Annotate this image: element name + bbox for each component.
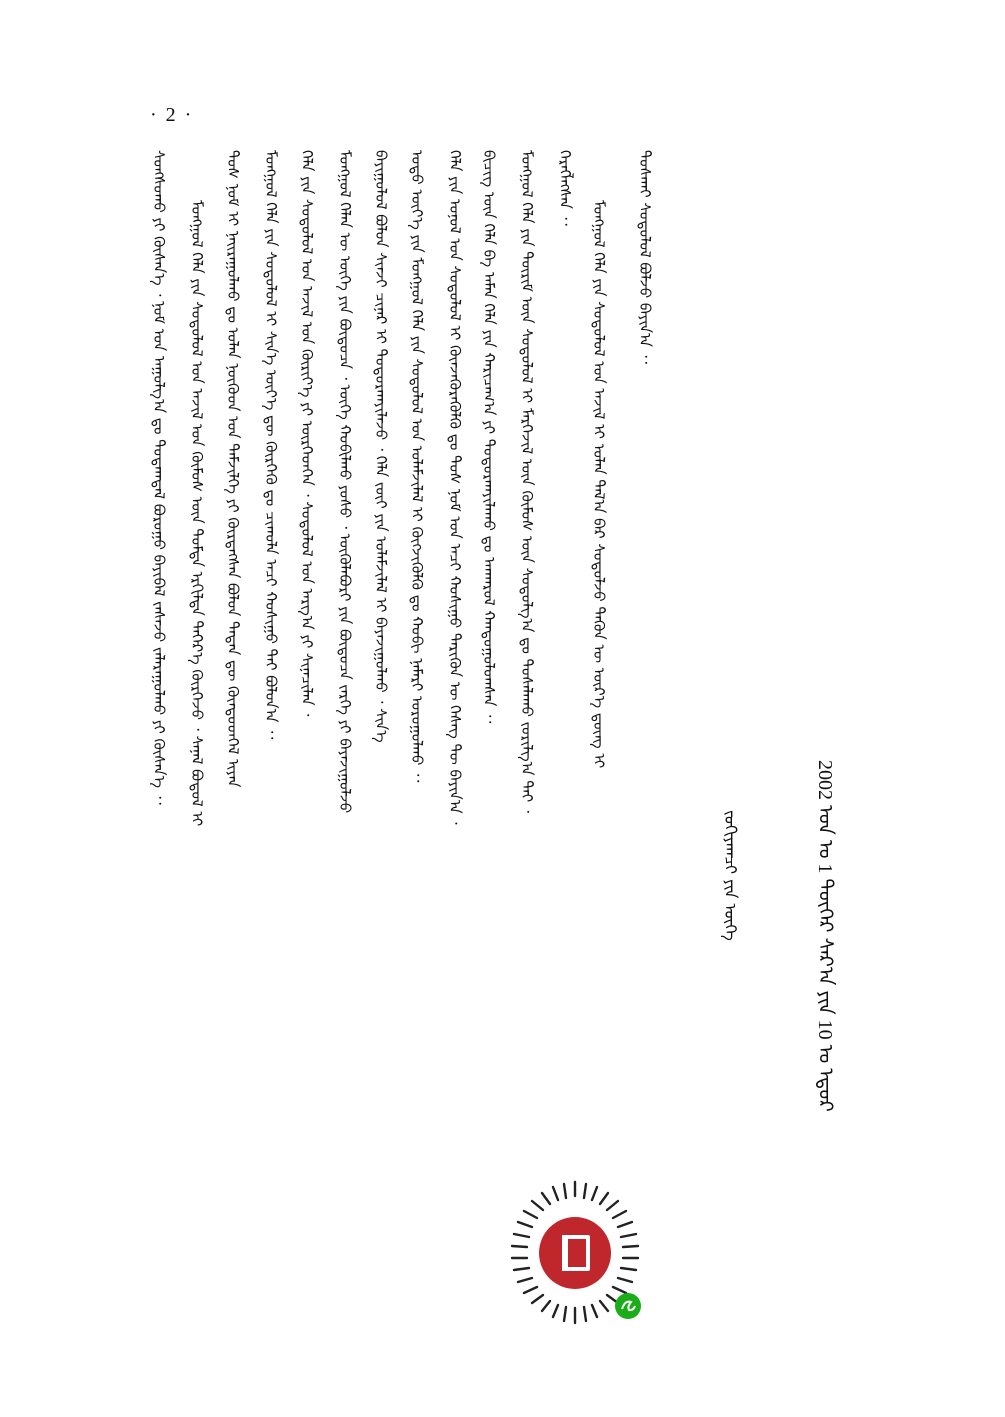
page-number: · 2 · — [150, 104, 194, 126]
text-column: ᠬᠡᠯᠡ ᠶᠢᠨ ᠣᠨᠣᠯ ᠤᠨ ᠰᠤᠳᠤᠯᠤᠯ ᠢ ᠭᠦᠨᠵᠡᠭᠦᠷᠡᠭᠦᠯᠬᠦ ᠳᠤ ᠲᠤᠰ ᠨᠣᠮ ᠤᠨ ᠠᠴᠢ ᠬᠣᠰᠢᠭᠤ ᠲᠡᠷᠢᠭᠦᠨ ᠦ ᠬᠡᠰᠡᠭ ᠲᠦ ᠪᠠᠶᠢᠨ᠎ᠠ ᠂ — [446, 150, 464, 825]
text-column: ᠮᠣᠩᠭᠣᠯ ᠬᠡᠯᠡ ᠶᠢᠨ ᠰᠤᠳᠤᠯᠤᠯ ᠢ ᠰᠢᠨ᠎ᠡ ᠦᠶ᠎ᠡ ᠳᠦ ᠬᠦᠷᠭᠡᠬᠦ ᠳᠤ ᠴᠢᠬᠤᠯᠠ ᠠᠴᠢ ᠬᠣᠰᠢᠭᠤ ᠲᠠᠢ ᠪᠣᠯᠤᠨ᠎ᠠ ᠂᠂ — [262, 150, 280, 740]
text-column: ᠰᠣᠩᠰᠣᠬᠤ ᠶᠢ ᠬᠦᠰᠡᠨ᠎ᠡ ᠂ ᠨᠣᠮ ᠤᠨ ᠠᠭᠤᠯᠭ᠎ᠠ ᠳᠤ ᠳᠤᠲᠠᠭᠳᠠᠯ ᠪᠤᠷᠤᠭᠤ ᠪᠠᠶᠢᠪᠠᠯ ᠵᠠᠰᠠᠵᠤ ᠵᠠᠯᠠᠷᠠᠭᠤᠯᠬᠤ ᠶᠢ ᠬᠦᠰᠡᠨ᠎ᠡ ᠂᠂ — [150, 150, 168, 805]
signature: ᠵᠣᠬᠢᠶᠠᠭᠴᠢ ᠶᠢᠨ ᠦᠭᠡ — [721, 810, 740, 941]
text-column: ᠣᠳᠣ ᠦᠶ᠎ᠡ ᠶᠢᠨ ᠮᠣᠩᠭᠣᠯ ᠬᠡᠯᠡ ᠶᠢᠨ ᠰᠤᠳᠤᠯᠤᠯ ᠤᠨ ᠤᠯᠠᠮᠵᠢᠯᠠᠯ ᠢ ᠬᠦᠭᠵᠢᠭᠦᠯᠬᠦ ᠳᠤ ᠬᠤᠪᠢ ᠨᠡᠮᠡᠷᠢ ᠣᠷᠣᠭᠤᠯᠬᠤ ᠂᠂ — [408, 150, 426, 783]
text-column: ᠲᠤᠰ ᠨᠣᠮ ᠢ ᠨᠠᠢᠷᠠᠭᠤᠯᠬᠤ ᠳᠤ ᠣᠯᠠᠨ ᠨᠥᠬᠥᠳ ᠤᠨ ᠳᠡᠮᠵᠢᠯᠭᠡ ᠶᠢ ᠬᠦᠷᠲᠡᠭᠰᠡᠨ ᠪᠣᠯᠤᠨ ᠲᠡᠳᠡᠨ ᠳᠦ ᠬᠦᠨᠳᠦᠳᠬᠡᠯ ᠢᠶᠡᠨ — [224, 150, 242, 788]
text-column: ᠮᠣᠩᠭᠣᠯ ᠬᠡᠯᠡ ᠶᠢᠨ ᠰᠤᠳᠤᠯᠤᠯ ᠤᠨ ᠠᠵᠢᠯ ᠤᠨ ᠬᠦᠮᠦᠰ ᠦᠨ ᠳᠤᠮᠳᠠ ᠡᠷᠭᠢᠯᠲᠡ ᠳᠡᠭᠡᠷ᠎ᠡ ᠬᠦᠷᠭᠡᠵᠦ ᠂ ᠰᠠᠨᠠᠯ ᠪᠤᠳᠤᠯ ᠢ — [188, 200, 206, 827]
text-column: ᠬᠡᠷᠡᠭᠯᠡᠭᠰᠡᠨ ᠂᠂ — [556, 150, 574, 226]
text-column: ᠮᠣᠩᠭᠣᠯ ᠬᠡᠯᠡ ᠶᠢᠨ ᠰᠤᠳᠤᠯᠤᠯ ᠤᠨ ᠠᠵᠢᠯ ᠢ ᠣᠯᠠᠨ ᠲᠠᠯ᠎ᠠ ᠪᠠᠷ ᠰᠤᠳᠤᠯᠵᠤ ᠲᠡᠭᠦᠨ ᠦ ᠦᠷ᠎ᠡ ᠳ᠋ᠦᠩ ᠢ — [590, 200, 608, 769]
mini-program-qr-code[interactable] — [500, 1178, 650, 1328]
date-line: 2002 ᠣᠨ ᠤ 1 ᠳᠦᠭᠡᠷ ᠰᠠᠷ᠎ᠠ ᠶᠢᠨ 10 ᠤ ᠡᠳᠦᠷ — [814, 760, 836, 1112]
text-column: ᠬᠡᠯᠡ ᠶᠢᠨ ᠰᠤᠳᠤᠯᠤᠯ ᠤᠨ ᠠᠵᠢᠯ ᠤᠨ ᠬᠦᠷᠢᠶ᠎ᠡ ᠶᠢ ᠥᠷᠭᠡᠳᠬᠡᠨ ᠂ ᠰᠤᠳᠤᠯᠤᠯ ᠤᠨ ᠠᠷᠭ᠎ᠠ ᠶᠢ ᠰᠢᠨᠡᠴᠢᠯᠡᠨ ᠂ — [298, 150, 316, 717]
text-column: ᠪᠠᠶᠢᠭᠤᠯᠤᠯ ᠪᠣᠯᠤᠨ ᠰᠢᠨᠵᠢ ᠴᠢᠨᠠᠷ ᠢ ᠲᠣᠳᠣᠷᠬᠠᠶᠢᠯᠠᠵᠤ ᠂ ᠬᠡᠯᠡ ᠵᠦᠢ ᠶᠢᠨ ᠤᠯᠠᠮᠵᠢᠯᠠᠯ ᠢ ᠪᠠᠶᠠᠵᠢᠭᠤᠯᠬᠤ ᠂ ᠰᠢᠨ᠎ᠡ — [372, 150, 390, 743]
text-column: ᠪᠢᠴᠢᠭ ᠦᠨ ᠬᠡᠯᠡ ᠪᠠ ᠠᠮᠠᠨ ᠬᠡᠯᠡ ᠶᠢᠨ ᠬᠠᠷᠢᠴᠠᠭ᠎ᠠ ᠶᠢ ᠲᠣᠳᠣᠷᠬᠠᠶᠢᠯᠠᠬᠤ ᠳᠤ ᠠᠨᠬᠠᠷᠤᠯ ᠬᠠᠨᠳᠤᠭᠤᠯᠤᠭᠰᠠᠨ ᠂᠂ — [480, 150, 498, 724]
text-column: ᠲᠤᠰᠬᠠᠢ ᠰᠤᠳᠤᠯᠤᠯ ᠪᠣᠯᠵᠤ ᠪᠠᠶᠢᠨ᠎ᠠ ᠂᠂ — [636, 150, 654, 364]
text-column: ᠮᠣᠩᠭᠣᠯ ᠬᠡᠯᠡ ᠶᠢᠨ ᠳᠦᠷᠢᠮ ᠦᠨ ᠰᠤᠳᠤᠯᠤᠯ ᠢ ᠮᠡᠷᠭᠡᠵᠢᠯ ᠦᠨ ᠬᠦᠮᠦᠰ ᠦᠨ ᠰᠤᠳᠤᠯᠭ᠎ᠠ ᠳᠤ ᠲᠤᠰᠠᠯᠠᠬᠤ ᠵᠣᠷᠢᠯᠭ᠎ᠠ ᠲᠠᠢ ᠂ — [518, 150, 536, 813]
text-column: ᠮᠣᠩᠭᠣᠯ ᠬᠡᠯᠡᠨ ᠦ ᠦᠭᠡ ᠶᠢᠨ ᠪᠦᠲᠦᠴᠡ ᠂ ᠦᠭᠡ ᠬᠤᠪᠢᠯᠬᠤ ᠶᠣᠰᠣ ᠂ ᠦᠭᠦᠯᠡᠪᠦᠷᠢ ᠶᠢᠨ ᠪᠦᠲᠦᠴᠡ ᠵᠡᠷᠭᠡ ᠶᠢ ᠪᠠᠶᠠᠵᠢᠭᠤᠯᠵᠤ — [336, 150, 354, 814]
